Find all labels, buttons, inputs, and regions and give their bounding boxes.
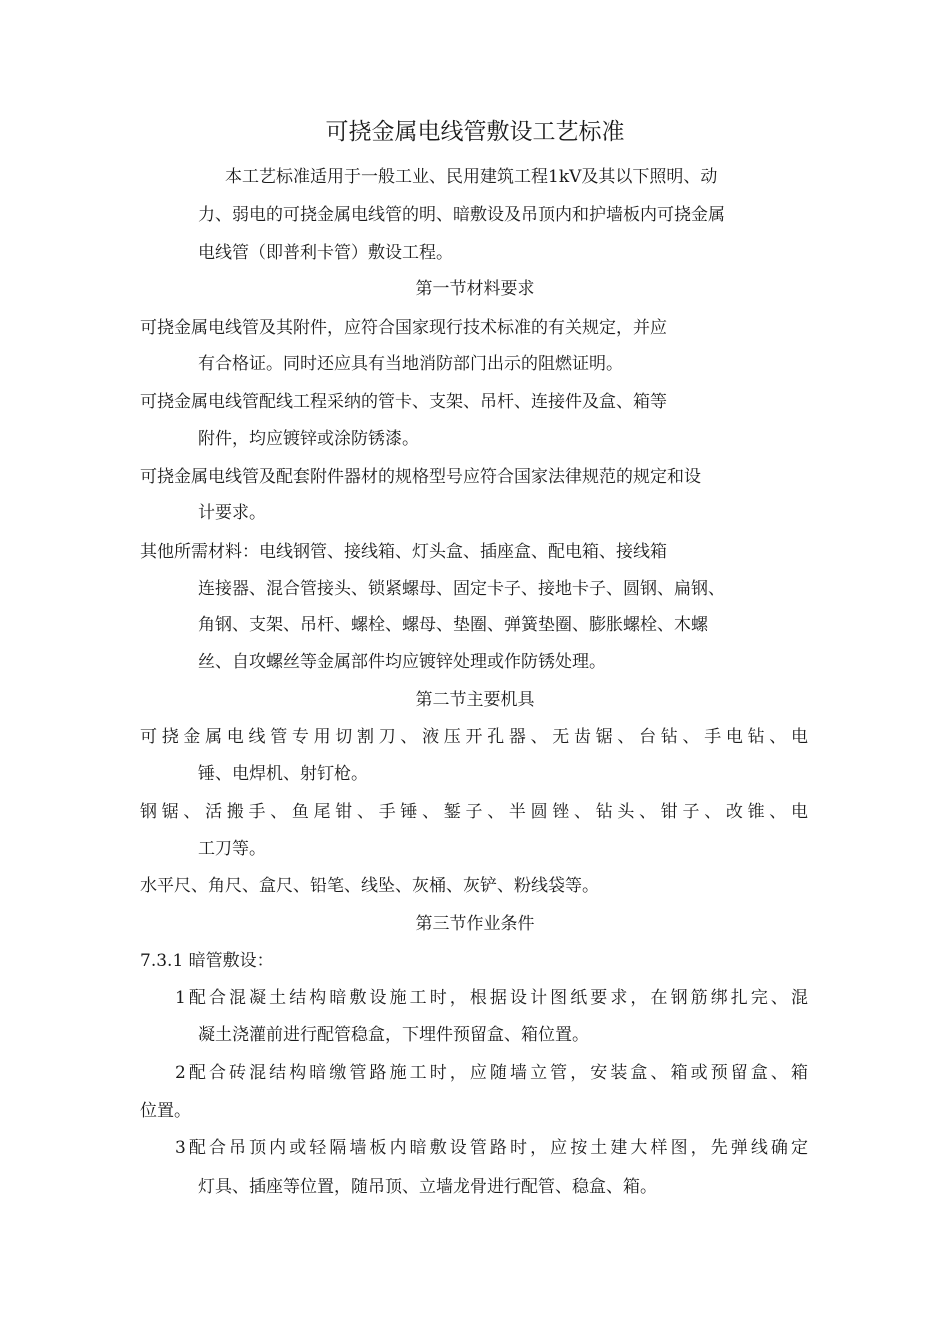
- condition-item-1-line-1: 1配合混凝土结构暗敷设施工时，根据设计图纸要求，在钢筋绑扎完、混: [175, 988, 808, 1008]
- tools-item-2-line-2: 工刀等。: [198, 839, 266, 859]
- material-item-1-line-1: 可挠金属电线管及其附件，应符合国家现行技术标准的有关规定，并应: [140, 318, 667, 338]
- intro-line-3: 电线管（即普利卡管）敷设工程。: [198, 243, 453, 263]
- condition-item-2-line-2: 位置。: [140, 1101, 191, 1121]
- tools-item-3-line-1: 水平尺、角尺、盒尺、铅笔、线坠、灰桶、灰铲、粉线袋等。: [140, 876, 599, 896]
- condition-item-1-line-2: 凝土浇灌前进行配管稳盒，下埋件预留盒、箱位置。: [198, 1025, 589, 1045]
- material-item-3-line-1: 可挠金属电线管及配套附件器材的规格型号应符合国家法律规范的规定和设: [140, 467, 701, 487]
- tools-item-1-line-2: 锤、电焊机、射钉枪。: [198, 764, 368, 784]
- condition-item-2-line-1: 2配合砖混结构暗缴管路施工时，应随墙立管，安装盒、箱或预留盒、箱: [175, 1063, 808, 1083]
- material-item-4-line-3: 角钢、支架、吊杆、螺栓、螺母、垫圈、弹簧垫圈、膨胀螺栓、木螺: [198, 615, 708, 635]
- condition-item-3-line-1: 3配合吊顶内或轻隔墙板内暗敷设管路时，应按土建大样图，先弹线确定: [175, 1138, 808, 1158]
- material-item-2-line-2: 附件，均应镀锌或涂防锈漆。: [198, 429, 419, 449]
- material-item-4-line-4: 丝、自攻螺丝等金属部件均应镀锌处理或作防锈处理。: [198, 652, 606, 672]
- material-item-4-line-1: 其他所需材料：电线钢管、接线箱、灯头盒、插座盒、配电箱、接线箱: [140, 542, 667, 562]
- material-item-4-line-2: 连接器、混合管接头、锁紧螺母、固定卡子、接地卡子、圆钢、扁钢、: [198, 579, 725, 599]
- material-item-3-line-2: 计要求。: [198, 503, 266, 523]
- section-3-heading: 第三节作业条件: [415, 914, 535, 934]
- tools-item-1-line-1: 可挠金属电线管专用切割刀、液压开孔器、无齿锯、台钻、手电钻、电: [140, 727, 808, 747]
- doc-title: 可挠金属电线管敷设工艺标准: [325, 119, 625, 145]
- intro-line-2: 力、弱电的可挠金属电线管的明、暗敷设及吊顶内和护墙板内可挠金属: [198, 205, 725, 225]
- tools-item-2-line-1: 钢锯、活搬手、鱼尾钳、手锤、錾子、半圆锉、钻头、钳子、改锥、电: [140, 802, 808, 822]
- section-2-heading: 第二节主要机具: [415, 690, 535, 710]
- material-item-1-line-2: 有合格证。同时还应具有当地消防部门出示的阻燃证明。: [198, 354, 623, 374]
- subsection-7-3-1: 7.3.1 暗管敷设：: [140, 951, 274, 971]
- condition-item-3-line-2: 灯具、插座等位置，随吊顶、立墙龙骨进行配管、稳盒、箱。: [198, 1177, 657, 1197]
- material-item-2-line-1: 可挠金属电线管配线工程采纳的管卡、支架、吊杆、连接件及盒、箱等: [140, 392, 667, 412]
- intro-line-1: 本工艺标准适用于一般工业、民用建筑工程1kV及其以下照明、动: [225, 167, 718, 187]
- section-1-heading: 第一节材料要求: [415, 279, 535, 299]
